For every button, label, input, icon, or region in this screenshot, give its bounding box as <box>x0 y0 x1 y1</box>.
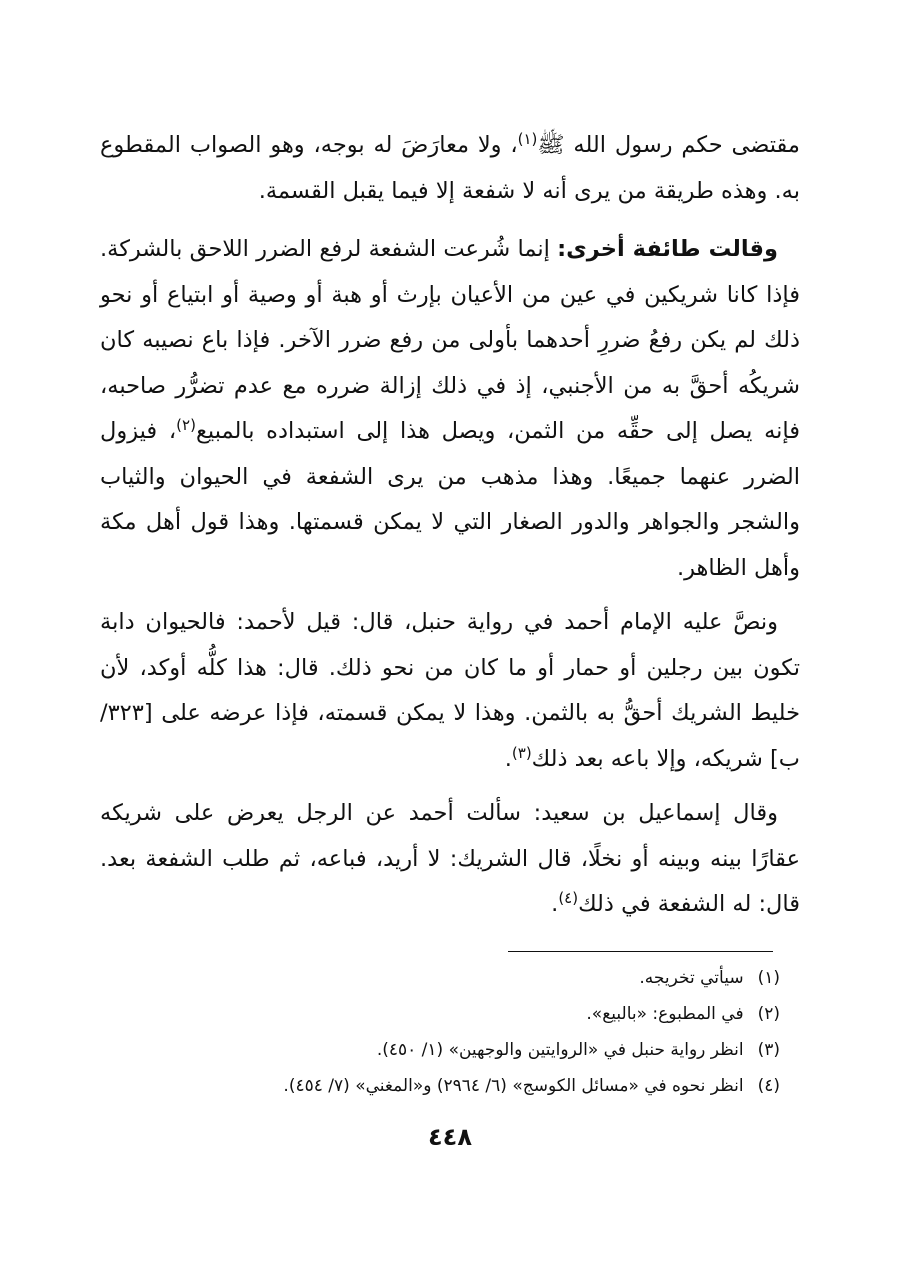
paragraph-3 <box>100 600 800 782</box>
footnote-ref-4: (٤) <box>558 889 579 907</box>
paragraph-4 <box>100 791 800 928</box>
paragraph-1-text-start: مقتضى حكم رسول الله ﷺ <box>537 132 800 158</box>
footnote-3 <box>100 1032 780 1068</box>
footnote-number: (٢) <box>757 1004 780 1024</box>
footnote-text: انظر رواية حنبل في «الروايتين والوجهين» (١/ ٤٥٠). <box>376 1040 744 1060</box>
paragraph-1-text-end: ، ولا معارَضَ له بوجه، وهو الصواب المقطوع به. وهذه طريقة من يرى أنه لا شفعة إلا فيما يقبل القسمة. <box>100 132 800 204</box>
footnote-text: في المطبوع: «بالبيع». <box>586 1004 744 1024</box>
paragraph-4-text-end: . <box>551 891 559 917</box>
paragraph-3-text-end: . <box>504 745 512 772</box>
footnote-ref-1: (١) <box>517 130 538 148</box>
footnote-ref-3: (٣) <box>511 743 532 762</box>
paragraph-2-text-start: إنما شُرعت الشفعة لرفع الضرر اللاحق بالشركة. فإذا كانا شريكين في عين من الأعيان بإرث أو هبة أو وصية أو ابتياع أو نحو ذلك لم يكن رفعُ ضررِ أحدهما بأولى من رفع ضرر الآخر. فإذا باع نصيبه كان شريكُه أحقَّ به من الأجنبي، إذ في ذلك إزالة ضرره مع عدم تضرُّر صاحبه، فإنه يصل إلى حقِّه من الثمن، ويصل هذا إلى استبداده بالمبيع <box>100 236 801 444</box>
footnote-1 <box>100 960 780 996</box>
footnote-text: انظر نحوه في «مسائل الكوسج» (٦/ ٢٩٦٤) و«المغني» (٧/ ٤٥٤). <box>283 1076 744 1096</box>
paragraph-1 <box>100 123 800 214</box>
footnote-divider <box>508 951 773 952</box>
paragraph-2 <box>100 227 800 591</box>
footnotes <box>100 960 780 1104</box>
paragraph-4-text-start: وقال إسماعيل بن سعيد: سألت أحمد عن الرجل يعرض على شريكه عقارًا بينه وبينه أو نخلًا، قال الشريك: لا أريد، فباعه، ثم طلب الشفعة بعد. قال: له الشفعة في ذلك <box>100 800 800 917</box>
footnote-number: (١) <box>757 968 780 988</box>
paragraph-3-text-start: ونصَّ عليه الإمام أحمد في رواية حنبل، قال: قيل لأحمد: فالحيوان دابة تكون بين رجلين أو حمار أو ما كان من نحو ذلك. قال: هذا كلُّه أوكد، لأن خليط الشريك أحقُّ به بالثمن. وهذا لا يمكن قسمته، فإذا عرضه على [٣٢٣/ ب] شريكه، وإلا باعه بعد ذلك <box>100 609 800 772</box>
footnote-number: (٤) <box>757 1076 780 1096</box>
footnote-text: سيأتي تخريجه. <box>639 968 744 988</box>
paragraph-2-text-end: ، فيزول الضرر عنهما جميعًا. وهذا مذهب من يرى الشفعة في الحيوان والثياب والشجر والجواهر والدور الصغار التي لا يمكن قسمتها. وهذا قول أهل مكة وأهل الظاهر. <box>100 418 800 581</box>
page-number: ٤٤٨ <box>428 1123 472 1151</box>
footnote-number: (٣) <box>757 1040 780 1060</box>
paragraph-2-lead: وقالت طائفة أخرى: <box>557 236 778 262</box>
footnote-4 <box>100 1068 780 1104</box>
footnote-ref-2: (٢) <box>176 416 196 434</box>
footnote-2 <box>100 996 780 1032</box>
